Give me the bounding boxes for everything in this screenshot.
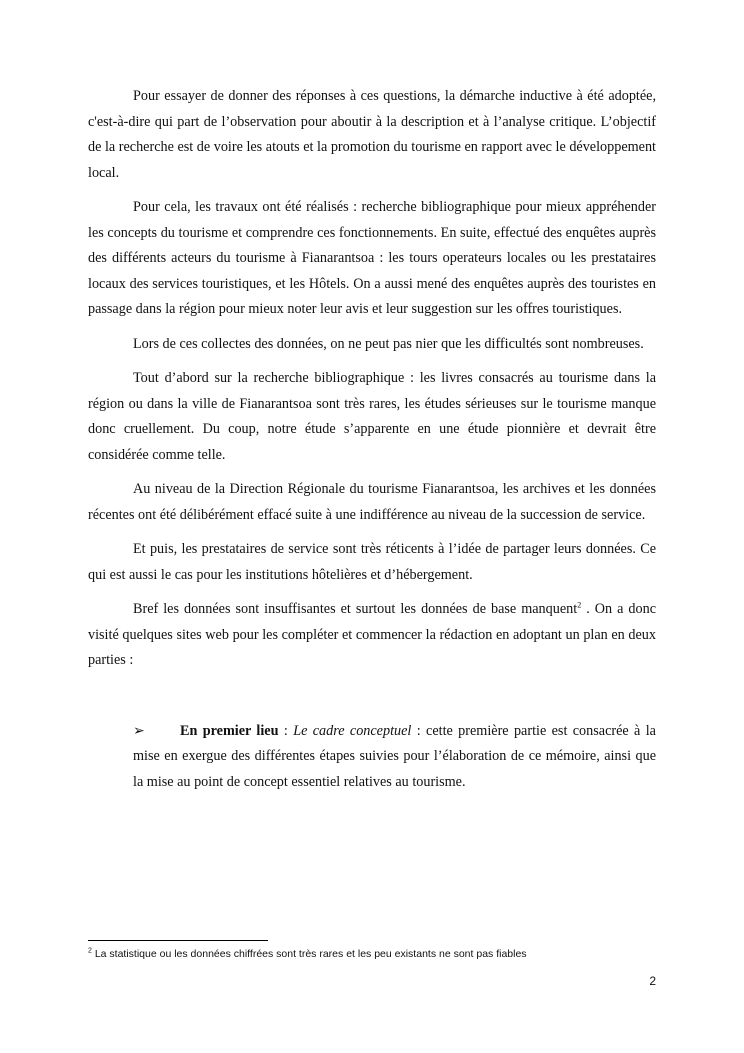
paragraph-2: Pour cela, les travaux ont été réalisés : recherche bibliographique pour mieux appréhender les concepts du tourisme et comprendre ces fonctionnements. En suite, effectué des enquêtes auprès des différents acteurs du tourisme à Fianarantsoa : les tours operateurs locales ou les prestataires locaux des services touristiques, et les Hôtels. On a aussi mené des enquêtes auprès des touristes en passage dans la région pour mieux noter leur avis et leur suggestion sur les offres touristiques. [88,199,656,317]
bullet-title: Le cadre conceptuel [293,722,412,739]
arrow-bullet-icon: ➢ [133,722,145,739]
footnote-divider [88,940,268,941]
footnote-text: La statistique ou les données chiffrées sont très rares et les peu existants ne sont pas fiables [91,948,527,960]
bullet-heading: En premier lieu [180,722,279,739]
paragraph-1: Pour essayer de donner des réponses à ces questions, la démarche inductive à été adoptée, c'est-à-dire qui part de l’observation pour aboutir à la description et à l’analyse critique. L’objectif de la recherche est de voire les atouts et la promotion du tourisme en rapport avec le développement local. [88,88,656,181]
bullet-text [133,719,656,796]
paragraph-7-text-a: Bref les données sont insuffisantes et surtout les données de base manquent [133,601,578,617]
paragraph-3: Lors de ces collectes des données, on ne peut pas nier que les difficultés sont nombreuses. [133,335,644,352]
paragraph-4: Tout d’abord sur la recherche bibliographique : les livres consacrés au tourisme dans la région ou dans la ville de Fianarantsoa sont très rares, les études sérieuses sur le tourisme manque donc cruellement. Du coup, notre étude s’apparente en une étude pionnière et devrait être considérée comme telle. [88,370,656,463]
bullet-item [88,719,656,796]
paragraph-6: Et puis, les prestataires de service sont très réticents à l’idée de partager leurs données. Ce qui est aussi le cas pour les institutions hôtelières et d’hébergement. [88,541,656,583]
page-number: 2 [649,974,656,988]
bullet-separator: : [278,722,294,739]
bullet-description: : cette première partie est consacrée à la mise en exergue des différentes étapes suivies pour l’élaboration de ce mémoire, ainsi que la mise au point de concept essentiel relatives au tourisme. [133,722,656,790]
paragraph-5: Au niveau de la Direction Régionale du tourisme Fianarantsoa, les archives et les données récentes ont été délibérément effacé suite à une indifférence au niveau de la succession de service. [88,481,656,523]
page-body [88,84,656,795]
paragraph-7-text-b: . On a donc visité quelques sites web pour les compléter et commencer la rédaction en adoptant un plan en deux parties : [88,601,657,668]
footnote [88,946,656,962]
paragraph-7 [88,597,656,674]
footnote-reference[interactable]: 2 [577,600,582,610]
footnote-number: 2 [88,947,92,955]
